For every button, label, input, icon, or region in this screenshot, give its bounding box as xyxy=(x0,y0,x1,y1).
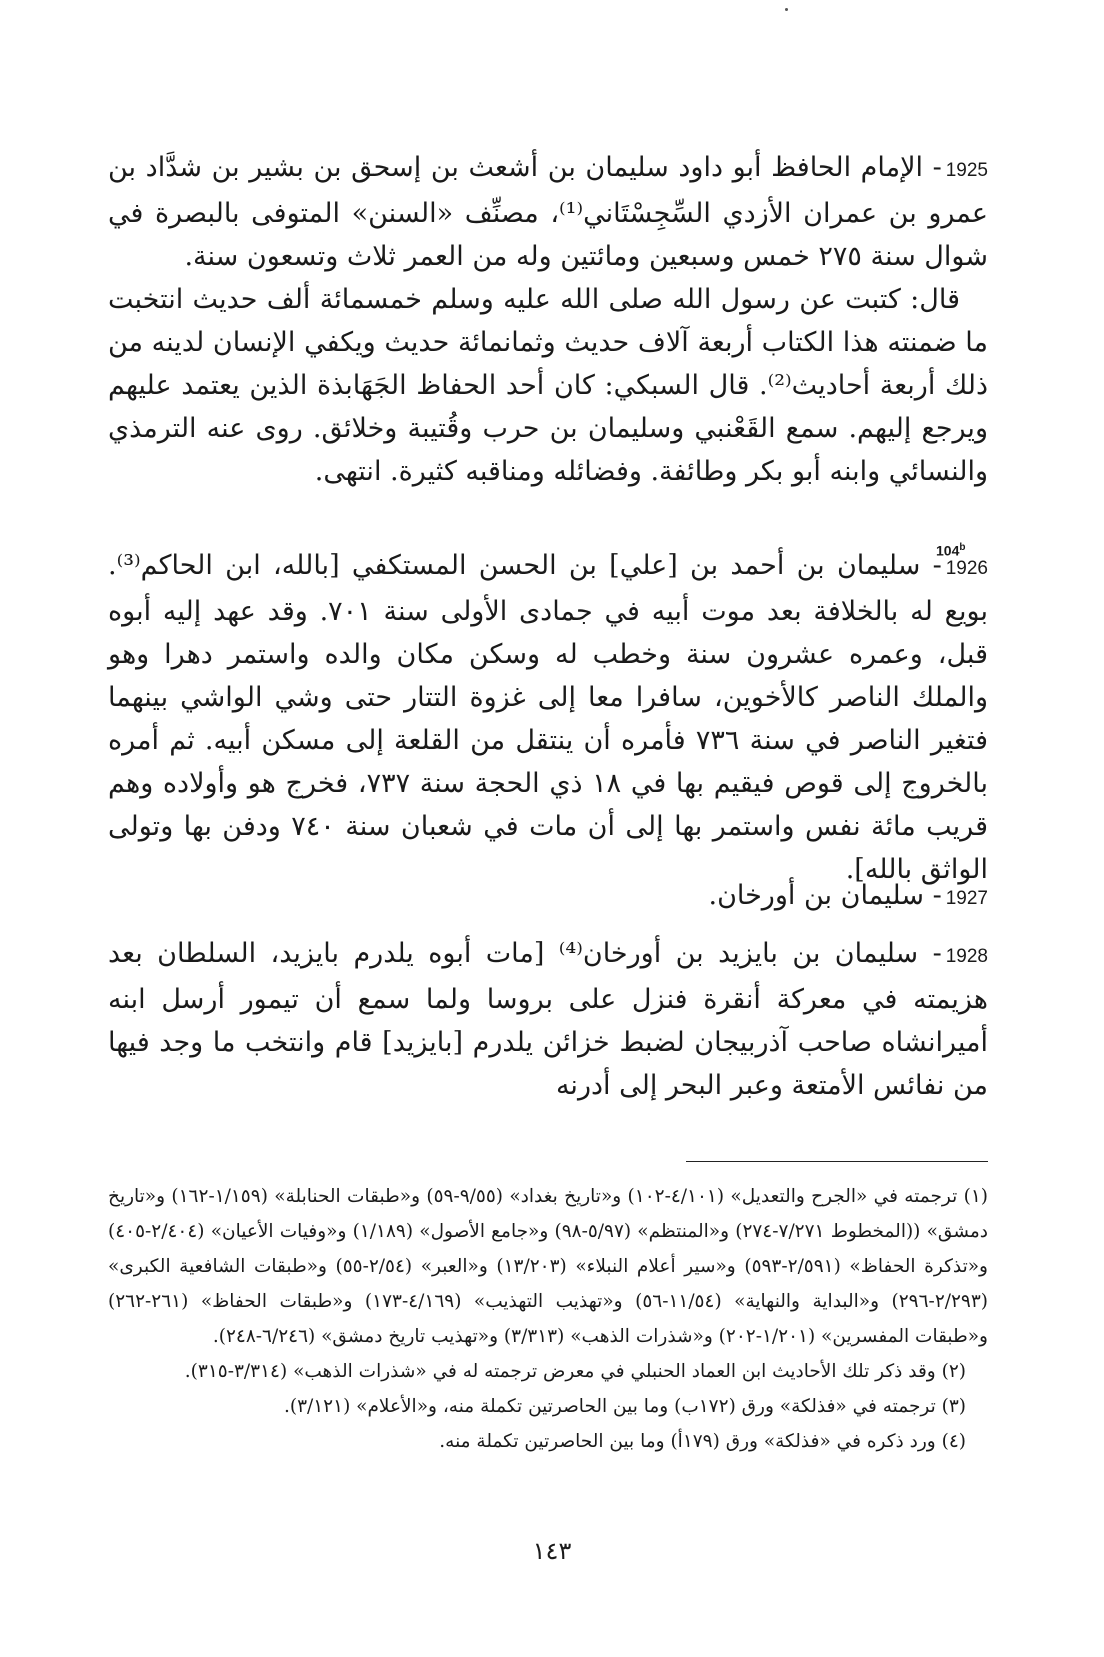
entry-number: 1926 xyxy=(945,558,988,579)
scan-speck xyxy=(785,8,788,11)
entry-1926 xyxy=(108,544,988,891)
page-number: ١٤٣ xyxy=(532,1537,572,1565)
entry-paragraph: 1927- سليمان بن أورخان. xyxy=(708,880,988,911)
footnote-separator xyxy=(686,1161,988,1162)
entry-paragraph xyxy=(108,278,988,493)
entry-text: قال: كتبت عن رسول الله صلى الله عليه وسلم خمسمائة ألف حديث انتخبت ما ضمنته هذا الكتاب أربعة آلاف حديث وثمانمائة حديث ويكفي الإنسان لدينه من ذلك أربعة أحاديث⁽²⁾. قال السبكي: كان أحد الحفاظ الجَهَابذة الذين يعتمد عليهم ويرجع إليهم. سمع القَعْنبي وسليمان بن حرب وقُتيبة وخلائق. روى عنه الترمذي والنسائي وابنه أبو بكر وطائفة. وفضائله ومناقبه كثيرة. انتهى. xyxy=(108,284,988,487)
entry-text: الإمام الحافظ أبو داود سليمان بن أشعث بن إسحق بن بشير بن شدَّاد بن عمرو بن عمران الأزدي السِّجِسْتَاني⁽¹⁾، مصنِّف «السنن» المتوفى بالبصرة في شوال سنة ٢٧٥ خمس وسبعين ومائتين وله من العمر ثلاث وتسعون سنة. xyxy=(108,152,988,272)
entry-1927 xyxy=(108,874,988,920)
entry-1925 xyxy=(108,146,988,493)
footnote: (٣) ترجمته في «فذلكة» ورق (١٧٢ب) وما بين الحاصرتين تكملة منه، و«الأعلام» (٣/١٢١). xyxy=(283,1396,966,1417)
entry-paragraph: 1928- سليمان بن بايزيد بن أورخان⁽⁴⁾ [مات أبوه يلدرم بايزيد، السلطان بعد هزيمته في معركة أنقرة فنزل على بروسا ولما سمع أن تيمور أرسل ابنه أميرانشاه صاحب آذربيجان لضبط خزائن يلدرم [بايزيد] قام وانتخب ما وجد فيها من نفائس الأمتعة وعبر البحر إلى أدرنه xyxy=(108,938,988,1101)
entry-text: سليمان بن أحمد بن [علي] بن الحسن المستكفي [بالله، ابن الحاكم⁽³⁾. بويع له بالخلافة بعد موت أبيه في جمادى الأولى سنة ٧٠١. وقد عهد إليه أبوه قبل، وعمره عشرون سنة وخطب له وسكن مكان والده واستمر دهرا وهو والملك الناصر كالأخوين، سافرا معا إلى غزوة التتار حتى وشي الواشي بينهما فتغير الناصر في سنة ٧٣٦ فأمره أن ينتقل من القلعة إلى مسكن أبيه. ثم أمره بالخروج إلى قوص فيقيم بها في ١٨ ذي الحجة سنة ٧٣٧، فخرج هو وأولاده وهم قريب مائة نفس واستمر بها إلى أن مات في شعبان سنة ٧٤٠ ودفن بها وتولى الواثق بالله]. xyxy=(108,550,988,885)
entry-text: سليمان بن أورخان. xyxy=(708,880,924,911)
entry-paragraph: 1925- الإمام الحافظ أبو داود سليمان بن أشعث بن إسحق بن بشير بن شدَّاد بن عمرو بن عمران الأزدي السِّجِسْتَاني⁽¹⁾، مصنِّف «السنن» المتوفى بالبصرة في شوال سنة ٢٧٥ خمس وسبعين ومائتين وله من العمر ثلاث وتسعون سنة. xyxy=(108,152,988,272)
entry-number: 1928 xyxy=(945,946,988,967)
entry-1928 xyxy=(108,932,988,1107)
entry-paragraph: 1926- سليمان بن أحمد بن [علي] بن الحسن المستكفي [بالله، ابن الحاكم⁽³⁾. بويع له بالخلافة بعد موت أبيه في جمادى الأولى سنة ٧٠١. وقد عهد إليه أبوه قبل، وعمره عشرون سنة وخطب له وسكن مكان والده واستمر دهرا وهو والملك الناصر كالأخوين، سافرا معا إلى غزوة التتار حتى وشي الواشي بينهما فتغير الناصر في سنة ٧٣٦ فأمره أن ينتقل من القلعة إلى مسكن أبيه. ثم أمره بالخروج إلى قوص فيقيم بها في ١٨ ذي الحجة سنة ٧٣٧، فخرج هو وأولاده وهم قريب مائة نفس واستمر بها إلى أن مات في شعبان سنة ٧٤٠ ودفن بها وتولى الواثق بالله]. xyxy=(108,550,988,885)
margin-folio-marker: 104$^b$ xyxy=(936,542,966,559)
footnotes xyxy=(108,1179,988,1459)
entry-number: 1927 xyxy=(945,888,988,909)
footnote: (١) ترجمته في «الجرح والتعديل» (٤/١٠١-١٠٢) و«تاريخ بغداد» (٩/٥٥-٥٩) و«طبقات الحنابلة» (١/١٥٩-١٦٢) و«تاريخ دمشق» ((المخطوط ٧/٢٧١-٢٧٤) و«المنتظم» (٥/٩٧-٩٨) و«جامع الأصول» (١/١٨٩) و«وفيات الأعيان» (٢/٤٠٤-٤٠٥) و«تذكرة الحفاظ» (٢/٥٩١-٥٩٣) و«سير أعلام النبلاء» (١٣/٢٠٣) و«العبر» (٢/٥٤-٥٥) و«طبقات الشافعية الكبرى» (٢/٢٩٣-٢٩٦) و«البداية والنهاية» (١١/٥٤-٥٦) و«تهذيب التهذيب» (٤/١٦٩-١٧٣) و«طبقات الحفاظ» (٢٦١-٢٦٢) و«طبقات المفسرين» (١/٢٠١-٢٠٢) و«شذرات الذهب» (٣/٣١٣) و«تهذيب تاريخ دمشق» (٦/٢٤٦-٢٤٨). xyxy=(108,1186,989,1347)
footnote: (٤) ورد ذكره في «فذلكة» ورق (١٧٩أ) وما بين الحاصرتين تكملة منه. xyxy=(439,1431,966,1452)
entry-text: سليمان بن بايزيد بن أورخان⁽⁴⁾ [مات أبوه يلدرم بايزيد، السلطان بعد هزيمته في معركة أنقرة فنزل على بروسا ولما سمع أن تيمور أرسل ابنه أميرانشاه صاحب آذربيجان لضبط خزائن يلدرم [بايزيد] قام وانتخب ما وجد فيها من نفائس الأمتعة وعبر البحر إلى أدرنه xyxy=(108,938,988,1101)
entry-number: 1925 xyxy=(945,160,988,181)
footnote: (٢) وقد ذكر تلك الأحاديث ابن العماد الحنبلي في معرض ترجمته له في «شذرات الذهب» (٣/٣١٤-٣١٥). xyxy=(184,1361,966,1382)
